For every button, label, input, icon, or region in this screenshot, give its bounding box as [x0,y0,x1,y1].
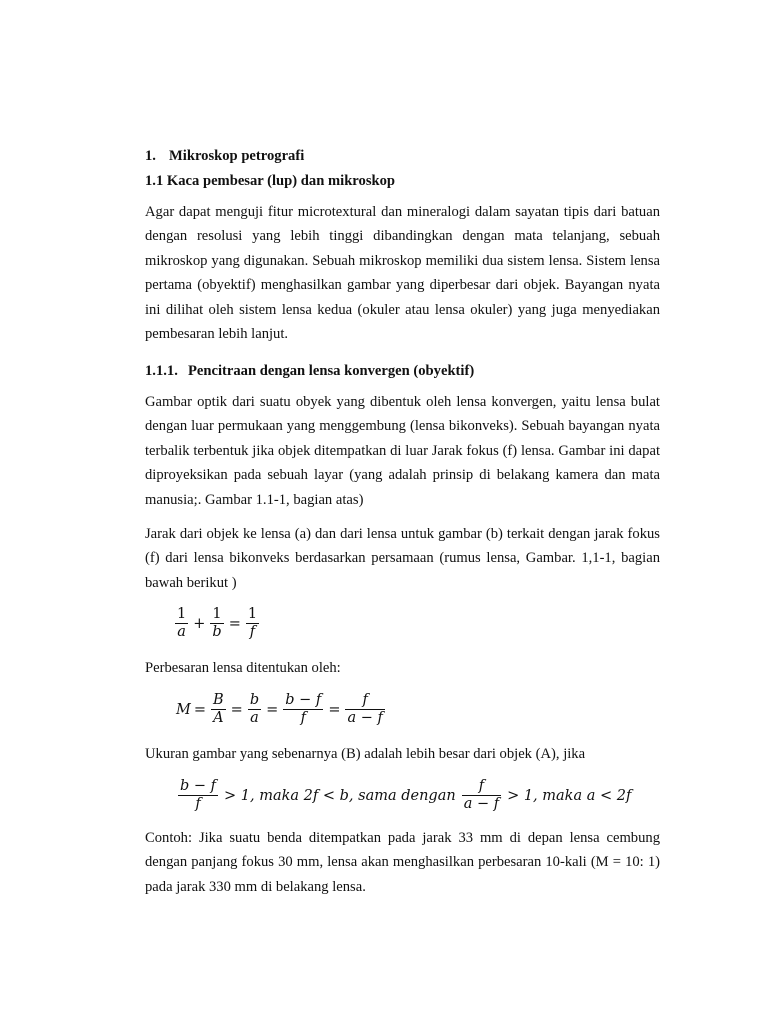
paragraph-convergent-lens: Gambar optik dari suatu obyek yang dibentuk oleh lensa konvergen, yaitu lensa bulat dengan luar permukaan yang menggembung (lensa bikonveks). Sebuah bayangan nyata terbalik terbentuk jika objek ditempatkan di luar Jarak fokus (f) lensa. Gambar ini dapat diproyeksikan pada sebuah layar (yang adalah prinsip di belakang kamera dan mata manusia;. Gambar 1.1-1, bagian atas) [145,394,660,508]
condition-equation [176,778,631,813]
subsubsection-title: Pencitraan dengan lensa konvergen (obyektif) [188,363,475,379]
paragraph-example: Contoh: Jika suatu benda ditempatkan pada jarak 33 mm di depan lensa cembung dengan panjang fokus 30 mm, lensa akan menghasilkan perbesaran 10-kali (M = 10: 1) pada jarak 330 mm di belakang lensa. [145,830,660,895]
subsubsection-heading [145,362,660,380]
magnification-equation: M = $\frac{B}{A}$ = $\frac{b}{a}$ = $\frac{b - f}{f}$ = $\frac{f}{a - f}$ [176,692,383,726]
paragraph-image-size: Ukuran gambar yang sebenarnya (B) adalah lebih besar dari objek (A), jika [145,746,586,762]
paragraph-magnification: Perbesaran lensa ditentukan oleh: [145,660,341,676]
fraction: $\frac{b}{a}$ [249,692,260,726]
paragraph-lens-formula: Jarak dari objek ke lensa (a) dan dari lensa untuk gambar (b) terkait dengan jarak fokus (f) dari lensa bikonveks berdasarkan persamaan (rumus lensa, Gambar. 1,1-1, bagian bawah berikut ) [145,526,660,591]
fraction: $\frac{B}{A}$ [213,692,224,726]
paragraph-intro: Agar dapat menguji fitur microtextural dan mineralogi dalam sayatan tipis dari batuan dengan resolusi yang lebih tinggi dibandingkan dengan mata telanjang, sebuah mikroskop yang digunakan. Sebuah mikroskop memiliki dua sistem lensa. Sistem lensa pertama (obyektif) menghasilkan gambar yang diperbesar dari objek. Bayangan nyata ini dilihat oleh sistem lensa kedua (okuler atau lensa okuler) yang juga menyediakan pembesaran lebih lanjut. [145,204,660,343]
section-number: 1. [145,148,156,164]
fraction: $\frac{f}{a - f}$ [463,778,500,812]
subsection-heading: 1.1 Kaca pembesar (lup) dan mikroskop [145,173,396,189]
fraction: $\frac{1}{f}$ [247,606,258,640]
condition-text: > 1, maka a < 2f [507,787,632,804]
lens-equation: $\frac{1}{a}$ + $\frac{1}{b}$ = $\frac{1}{f}$ [177,606,258,640]
section-heading [145,147,660,165]
fraction: $\frac{f}{a - f}$ [347,692,383,726]
fraction: $\frac{1}{a}$ [177,606,187,640]
fraction: $\frac{1}{b}$ [212,606,222,640]
fraction: $\frac{b - f}{f}$ [285,692,322,726]
subsubsection-number: 1.1.1. [145,363,178,379]
condition-text: > 1, maka 2f < b, sama dengan [224,787,456,804]
section-title: Mikroskop petrografi [169,148,305,164]
fraction: $\frac{b - f}{f}$ [180,778,217,812]
